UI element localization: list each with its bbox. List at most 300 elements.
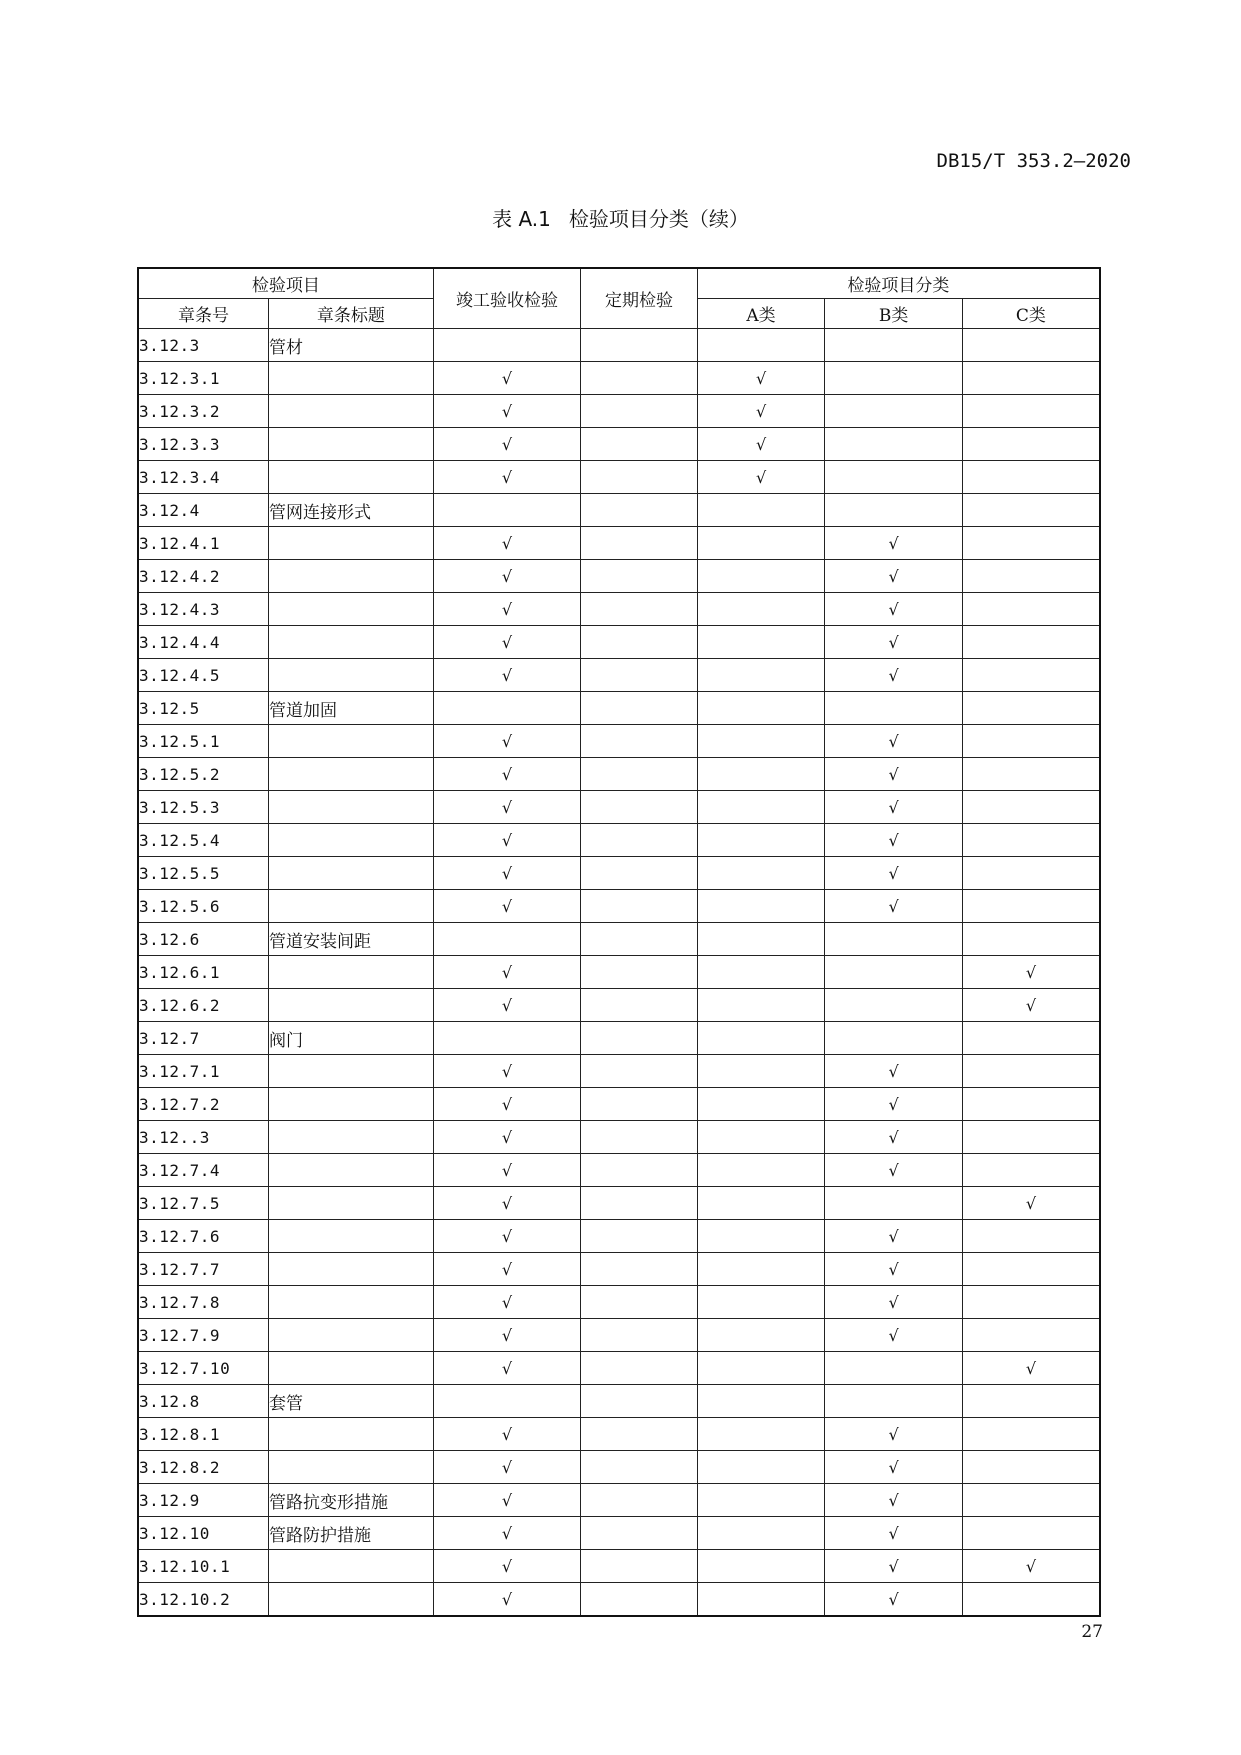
clause-number-cell: 3.12.5.2 bbox=[138, 758, 269, 791]
class-b-check-cell: √ bbox=[825, 659, 963, 692]
clause-title-cell: 管路抗变形措施 bbox=[269, 1484, 434, 1517]
clause-number-cell: 3.12.10 bbox=[138, 1517, 269, 1550]
clause-title-cell: 管路防护措施 bbox=[269, 1517, 434, 1550]
clause-title-cell: 管材 bbox=[269, 329, 434, 362]
periodic-check-cell bbox=[581, 461, 697, 494]
clause-number-cell: 3.12.8 bbox=[138, 1385, 269, 1418]
clause-number-cell: 3.12.10.2 bbox=[138, 1583, 269, 1617]
clause-title-cell bbox=[269, 1286, 434, 1319]
completion-check-cell: √ bbox=[433, 956, 581, 989]
table-row bbox=[138, 527, 1100, 560]
class-c-check-cell bbox=[962, 1154, 1100, 1187]
table-row bbox=[138, 1451, 1100, 1484]
class-a-check-cell bbox=[697, 560, 825, 593]
class-b-check-cell: √ bbox=[825, 1220, 963, 1253]
clause-title-cell bbox=[269, 1055, 434, 1088]
class-a-check-cell: √ bbox=[697, 428, 825, 461]
class-b-check-cell bbox=[825, 395, 963, 428]
clause-number-cell: 3.12.4.3 bbox=[138, 593, 269, 626]
clause-number-cell: 3.12.7.1 bbox=[138, 1055, 269, 1088]
class-c-check-cell bbox=[962, 461, 1100, 494]
table-row bbox=[138, 1088, 1100, 1121]
class-c-check-cell bbox=[962, 362, 1100, 395]
class-a-check-cell bbox=[697, 1253, 825, 1286]
completion-check-cell: √ bbox=[433, 857, 581, 890]
clause-title-cell bbox=[269, 1154, 434, 1187]
completion-check-cell: √ bbox=[433, 1121, 581, 1154]
class-c-check-cell bbox=[962, 560, 1100, 593]
class-c-check-cell bbox=[962, 1121, 1100, 1154]
clause-number-cell: 3.12.9 bbox=[138, 1484, 269, 1517]
class-c-check-cell bbox=[962, 1220, 1100, 1253]
header-class-a: A类 bbox=[697, 299, 825, 329]
class-a-check-cell bbox=[697, 1220, 825, 1253]
class-a-check-cell bbox=[697, 593, 825, 626]
clause-title-cell bbox=[269, 1451, 434, 1484]
clause-number-cell: 3.12.4.4 bbox=[138, 626, 269, 659]
completion-check-cell: √ bbox=[433, 1352, 581, 1385]
clause-title-cell bbox=[269, 626, 434, 659]
class-a-check-cell bbox=[697, 1583, 825, 1617]
periodic-check-cell bbox=[581, 527, 697, 560]
completion-check-cell: √ bbox=[433, 659, 581, 692]
clause-number-cell: 3.12.4.1 bbox=[138, 527, 269, 560]
completion-check-cell: √ bbox=[433, 989, 581, 1022]
table-row bbox=[138, 791, 1100, 824]
class-c-check-cell bbox=[962, 857, 1100, 890]
class-c-check-cell bbox=[962, 1418, 1100, 1451]
table-row bbox=[138, 1517, 1100, 1550]
clause-title-cell bbox=[269, 1352, 434, 1385]
class-a-check-cell bbox=[697, 890, 825, 923]
class-a-check-cell bbox=[697, 824, 825, 857]
class-a-check-cell bbox=[697, 1385, 825, 1418]
class-a-check-cell bbox=[697, 1352, 825, 1385]
clause-title-cell bbox=[269, 956, 434, 989]
class-a-check-cell bbox=[697, 1055, 825, 1088]
class-a-check-cell bbox=[697, 1121, 825, 1154]
class-b-check-cell: √ bbox=[825, 824, 963, 857]
clause-title-cell bbox=[269, 1550, 434, 1583]
table-row bbox=[138, 428, 1100, 461]
clause-title-cell bbox=[269, 1088, 434, 1121]
header-completion-inspection: 竣工验收检验 bbox=[433, 268, 581, 329]
class-c-check-cell bbox=[962, 494, 1100, 527]
completion-check-cell: √ bbox=[433, 593, 581, 626]
class-a-check-cell bbox=[697, 1022, 825, 1055]
clause-title-cell bbox=[269, 428, 434, 461]
class-b-check-cell: √ bbox=[825, 1286, 963, 1319]
header-inspection-item: 检验项目 bbox=[138, 268, 433, 299]
class-c-check-cell bbox=[962, 593, 1100, 626]
completion-check-cell: √ bbox=[433, 1517, 581, 1550]
class-c-check-cell bbox=[962, 1253, 1100, 1286]
header-class-c: C类 bbox=[962, 299, 1100, 329]
class-b-check-cell bbox=[825, 1352, 963, 1385]
class-c-check-cell bbox=[962, 1055, 1100, 1088]
periodic-check-cell bbox=[581, 1286, 697, 1319]
clause-title-cell bbox=[269, 989, 434, 1022]
table-body bbox=[138, 329, 1100, 1617]
completion-check-cell: √ bbox=[433, 1286, 581, 1319]
table-row bbox=[138, 362, 1100, 395]
table-row bbox=[138, 329, 1100, 362]
clause-number-cell: 3.12.3 bbox=[138, 329, 269, 362]
table-row bbox=[138, 1055, 1100, 1088]
table-row bbox=[138, 890, 1100, 923]
completion-check-cell: √ bbox=[433, 1583, 581, 1617]
class-c-check-cell bbox=[962, 1451, 1100, 1484]
clause-title-cell: 阀门 bbox=[269, 1022, 434, 1055]
completion-check-cell: √ bbox=[433, 1253, 581, 1286]
completion-check-cell bbox=[433, 692, 581, 725]
periodic-check-cell bbox=[581, 1319, 697, 1352]
class-a-check-cell bbox=[697, 758, 825, 791]
periodic-check-cell bbox=[581, 659, 697, 692]
clause-title-cell bbox=[269, 725, 434, 758]
table-row bbox=[138, 395, 1100, 428]
periodic-check-cell bbox=[581, 956, 697, 989]
periodic-check-cell bbox=[581, 428, 697, 461]
periodic-check-cell bbox=[581, 494, 697, 527]
class-a-check-cell bbox=[697, 1154, 825, 1187]
periodic-check-cell bbox=[581, 560, 697, 593]
table-row bbox=[138, 857, 1100, 890]
class-b-check-cell: √ bbox=[825, 1121, 963, 1154]
table-row bbox=[138, 923, 1100, 956]
clause-title-cell bbox=[269, 1583, 434, 1617]
periodic-check-cell bbox=[581, 1550, 697, 1583]
clause-title-cell bbox=[269, 824, 434, 857]
class-b-check-cell: √ bbox=[825, 593, 963, 626]
class-c-check-cell bbox=[962, 791, 1100, 824]
table-row bbox=[138, 626, 1100, 659]
table-row bbox=[138, 1154, 1100, 1187]
table-row bbox=[138, 1220, 1100, 1253]
class-a-check-cell: √ bbox=[697, 362, 825, 395]
clause-title-cell bbox=[269, 890, 434, 923]
class-b-check-cell: √ bbox=[825, 1451, 963, 1484]
class-c-check-cell bbox=[962, 758, 1100, 791]
clause-number-cell: 3.12.5.4 bbox=[138, 824, 269, 857]
table-row bbox=[138, 560, 1100, 593]
clause-number-cell: 3.12.5.5 bbox=[138, 857, 269, 890]
periodic-check-cell bbox=[581, 1385, 697, 1418]
class-b-check-cell bbox=[825, 956, 963, 989]
periodic-check-cell bbox=[581, 1517, 697, 1550]
periodic-check-cell bbox=[581, 791, 697, 824]
class-b-check-cell: √ bbox=[825, 560, 963, 593]
periodic-check-cell bbox=[581, 890, 697, 923]
table-row bbox=[138, 1550, 1100, 1583]
class-b-check-cell: √ bbox=[825, 1418, 963, 1451]
table-row bbox=[138, 1583, 1100, 1617]
class-a-check-cell bbox=[697, 659, 825, 692]
periodic-check-cell bbox=[581, 1484, 697, 1517]
completion-check-cell: √ bbox=[433, 1319, 581, 1352]
clause-title-cell bbox=[269, 1121, 434, 1154]
clause-title-cell bbox=[269, 593, 434, 626]
clause-number-cell: 3.12.3.3 bbox=[138, 428, 269, 461]
class-a-check-cell bbox=[697, 725, 825, 758]
class-a-check-cell bbox=[697, 1319, 825, 1352]
clause-title-cell bbox=[269, 1187, 434, 1220]
class-b-check-cell bbox=[825, 1022, 963, 1055]
completion-check-cell: √ bbox=[433, 1055, 581, 1088]
class-c-check-cell bbox=[962, 890, 1100, 923]
clause-number-cell: 3.12.7 bbox=[138, 1022, 269, 1055]
clause-number-cell: 3.12.8.1 bbox=[138, 1418, 269, 1451]
clause-title-cell bbox=[269, 659, 434, 692]
completion-check-cell: √ bbox=[433, 824, 581, 857]
class-b-check-cell: √ bbox=[825, 1253, 963, 1286]
periodic-check-cell bbox=[581, 1154, 697, 1187]
clause-title-cell bbox=[269, 395, 434, 428]
completion-check-cell: √ bbox=[433, 395, 581, 428]
class-c-check-cell bbox=[962, 1286, 1100, 1319]
completion-check-cell bbox=[433, 494, 581, 527]
table-row bbox=[138, 1286, 1100, 1319]
table-row bbox=[138, 989, 1100, 1022]
clause-number-cell: 3.12.5.3 bbox=[138, 791, 269, 824]
completion-check-cell bbox=[433, 1022, 581, 1055]
completion-check-cell: √ bbox=[433, 527, 581, 560]
header-clause-number: 章条号 bbox=[138, 299, 269, 329]
clause-title-cell: 管网连接形式 bbox=[269, 494, 434, 527]
class-a-check-cell bbox=[697, 692, 825, 725]
class-c-check-cell bbox=[962, 626, 1100, 659]
class-a-check-cell bbox=[697, 329, 825, 362]
clause-title-cell bbox=[269, 1253, 434, 1286]
completion-check-cell bbox=[433, 923, 581, 956]
periodic-check-cell bbox=[581, 1055, 697, 1088]
inspection-classification-table bbox=[137, 267, 1101, 1617]
completion-check-cell: √ bbox=[433, 1088, 581, 1121]
table-row bbox=[138, 956, 1100, 989]
table-row bbox=[138, 461, 1100, 494]
class-c-check-cell bbox=[962, 923, 1100, 956]
table-row bbox=[138, 1352, 1100, 1385]
standard-code: DB15/T 353.2—2020 bbox=[936, 150, 1131, 172]
class-c-check-cell bbox=[962, 428, 1100, 461]
class-b-check-cell bbox=[825, 1385, 963, 1418]
class-b-check-cell bbox=[825, 362, 963, 395]
class-c-check-cell bbox=[962, 1319, 1100, 1352]
periodic-check-cell bbox=[581, 1253, 697, 1286]
periodic-check-cell bbox=[581, 626, 697, 659]
class-b-check-cell: √ bbox=[825, 758, 963, 791]
class-c-check-cell bbox=[962, 659, 1100, 692]
table-title-label: 表 A.1 bbox=[492, 207, 551, 231]
table-title bbox=[0, 203, 1241, 232]
periodic-check-cell bbox=[581, 1022, 697, 1055]
class-a-check-cell bbox=[697, 1187, 825, 1220]
class-b-check-cell bbox=[825, 494, 963, 527]
class-a-check-cell bbox=[697, 857, 825, 890]
table-row bbox=[138, 1385, 1100, 1418]
periodic-check-cell bbox=[581, 1121, 697, 1154]
class-b-check-cell: √ bbox=[825, 527, 963, 560]
periodic-check-cell bbox=[581, 758, 697, 791]
class-b-check-cell bbox=[825, 329, 963, 362]
clause-number-cell: 3.12..3 bbox=[138, 1121, 269, 1154]
completion-check-cell: √ bbox=[433, 461, 581, 494]
class-c-check-cell: √ bbox=[962, 1187, 1100, 1220]
class-b-check-cell bbox=[825, 461, 963, 494]
clause-number-cell: 3.12.7.8 bbox=[138, 1286, 269, 1319]
clause-number-cell: 3.12.6.2 bbox=[138, 989, 269, 1022]
periodic-check-cell bbox=[581, 1220, 697, 1253]
clause-title-cell bbox=[269, 857, 434, 890]
header-clause-title: 章条标题 bbox=[269, 299, 434, 329]
completion-check-cell bbox=[433, 1385, 581, 1418]
clause-number-cell: 3.12.5 bbox=[138, 692, 269, 725]
table-row bbox=[138, 1484, 1100, 1517]
table-row bbox=[138, 659, 1100, 692]
completion-check-cell: √ bbox=[433, 362, 581, 395]
class-c-check-cell bbox=[962, 692, 1100, 725]
class-b-check-cell bbox=[825, 989, 963, 1022]
clause-number-cell: 3.12.8.2 bbox=[138, 1451, 269, 1484]
class-a-check-cell bbox=[697, 1451, 825, 1484]
class-c-check-cell bbox=[962, 1088, 1100, 1121]
table-row bbox=[138, 692, 1100, 725]
class-c-check-cell bbox=[962, 329, 1100, 362]
class-a-check-cell: √ bbox=[697, 461, 825, 494]
periodic-check-cell bbox=[581, 395, 697, 428]
class-b-check-cell: √ bbox=[825, 890, 963, 923]
periodic-check-cell bbox=[581, 857, 697, 890]
class-b-check-cell bbox=[825, 923, 963, 956]
clause-number-cell: 3.12.7.7 bbox=[138, 1253, 269, 1286]
clause-title-cell bbox=[269, 1418, 434, 1451]
table-row bbox=[138, 824, 1100, 857]
clause-title-cell bbox=[269, 758, 434, 791]
clause-title-cell: 管道安装间距 bbox=[269, 923, 434, 956]
completion-check-cell: √ bbox=[433, 560, 581, 593]
periodic-check-cell bbox=[581, 362, 697, 395]
clause-number-cell: 3.12.4.5 bbox=[138, 659, 269, 692]
class-b-check-cell: √ bbox=[825, 1088, 963, 1121]
clause-number-cell: 3.12.10.1 bbox=[138, 1550, 269, 1583]
clause-number-cell: 3.12.5.6 bbox=[138, 890, 269, 923]
completion-check-cell: √ bbox=[433, 725, 581, 758]
table-row bbox=[138, 1253, 1100, 1286]
clause-number-cell: 3.12.4 bbox=[138, 494, 269, 527]
class-a-check-cell bbox=[697, 494, 825, 527]
periodic-check-cell bbox=[581, 1187, 697, 1220]
clause-number-cell: 3.12.5.1 bbox=[138, 725, 269, 758]
clause-number-cell: 3.12.3.4 bbox=[138, 461, 269, 494]
class-b-check-cell bbox=[825, 692, 963, 725]
class-b-check-cell: √ bbox=[825, 1550, 963, 1583]
class-b-check-cell: √ bbox=[825, 791, 963, 824]
class-b-check-cell: √ bbox=[825, 1583, 963, 1617]
class-c-check-cell: √ bbox=[962, 956, 1100, 989]
class-b-check-cell: √ bbox=[825, 1154, 963, 1187]
class-a-check-cell bbox=[697, 1484, 825, 1517]
periodic-check-cell bbox=[581, 1418, 697, 1451]
completion-check-cell: √ bbox=[433, 1484, 581, 1517]
header-item-classification: 检验项目分类 bbox=[697, 268, 1100, 299]
table-row bbox=[138, 494, 1100, 527]
table-row bbox=[138, 725, 1100, 758]
completion-check-cell: √ bbox=[433, 1187, 581, 1220]
clause-number-cell: 3.12.7.4 bbox=[138, 1154, 269, 1187]
class-c-check-cell bbox=[962, 725, 1100, 758]
header-class-b: B类 bbox=[825, 299, 963, 329]
class-c-check-cell bbox=[962, 527, 1100, 560]
clause-title-cell bbox=[269, 527, 434, 560]
class-b-check-cell: √ bbox=[825, 1517, 963, 1550]
completion-check-cell: √ bbox=[433, 1418, 581, 1451]
clause-number-cell: 3.12.3.1 bbox=[138, 362, 269, 395]
class-c-check-cell: √ bbox=[962, 1550, 1100, 1583]
clause-number-cell: 3.12.6 bbox=[138, 923, 269, 956]
completion-check-cell: √ bbox=[433, 1451, 581, 1484]
class-a-check-cell bbox=[697, 1517, 825, 1550]
page-number: 27 bbox=[1081, 1622, 1103, 1642]
periodic-check-cell bbox=[581, 989, 697, 1022]
class-a-check-cell bbox=[697, 1088, 825, 1121]
class-a-check-cell bbox=[697, 1550, 825, 1583]
periodic-check-cell bbox=[581, 725, 697, 758]
table-title-text: 检验项目分类（续） bbox=[568, 207, 749, 231]
class-a-check-cell bbox=[697, 989, 825, 1022]
class-c-check-cell bbox=[962, 824, 1100, 857]
clause-number-cell: 3.12.4.2 bbox=[138, 560, 269, 593]
clause-title-cell bbox=[269, 461, 434, 494]
class-b-check-cell bbox=[825, 428, 963, 461]
class-a-check-cell bbox=[697, 956, 825, 989]
clause-number-cell: 3.12.7.5 bbox=[138, 1187, 269, 1220]
class-c-check-cell: √ bbox=[962, 1352, 1100, 1385]
class-a-check-cell bbox=[697, 626, 825, 659]
clause-number-cell: 3.12.7.10 bbox=[138, 1352, 269, 1385]
table-row bbox=[138, 1022, 1100, 1055]
completion-check-cell: √ bbox=[433, 1220, 581, 1253]
periodic-check-cell bbox=[581, 593, 697, 626]
completion-check-cell: √ bbox=[433, 626, 581, 659]
completion-check-cell bbox=[433, 329, 581, 362]
class-b-check-cell: √ bbox=[825, 857, 963, 890]
periodic-check-cell bbox=[581, 692, 697, 725]
periodic-check-cell bbox=[581, 1088, 697, 1121]
periodic-check-cell bbox=[581, 923, 697, 956]
completion-check-cell: √ bbox=[433, 428, 581, 461]
table-row bbox=[138, 1187, 1100, 1220]
clause-number-cell: 3.12.6.1 bbox=[138, 956, 269, 989]
clause-title-cell bbox=[269, 1319, 434, 1352]
class-b-check-cell: √ bbox=[825, 1484, 963, 1517]
class-c-check-cell bbox=[962, 1022, 1100, 1055]
header-periodic-inspection: 定期检验 bbox=[581, 268, 697, 329]
periodic-check-cell bbox=[581, 824, 697, 857]
table-row bbox=[138, 1418, 1100, 1451]
class-c-check-cell bbox=[962, 1385, 1100, 1418]
clause-number-cell: 3.12.7.6 bbox=[138, 1220, 269, 1253]
clause-number-cell: 3.12.7.9 bbox=[138, 1319, 269, 1352]
table-row bbox=[138, 1121, 1100, 1154]
clause-number-cell: 3.12.3.2 bbox=[138, 395, 269, 428]
clause-title-cell: 管道加固 bbox=[269, 692, 434, 725]
class-b-check-cell: √ bbox=[825, 626, 963, 659]
class-a-check-cell bbox=[697, 791, 825, 824]
table-row bbox=[138, 1319, 1100, 1352]
class-b-check-cell: √ bbox=[825, 1319, 963, 1352]
periodic-check-cell bbox=[581, 329, 697, 362]
class-c-check-cell bbox=[962, 1583, 1100, 1617]
